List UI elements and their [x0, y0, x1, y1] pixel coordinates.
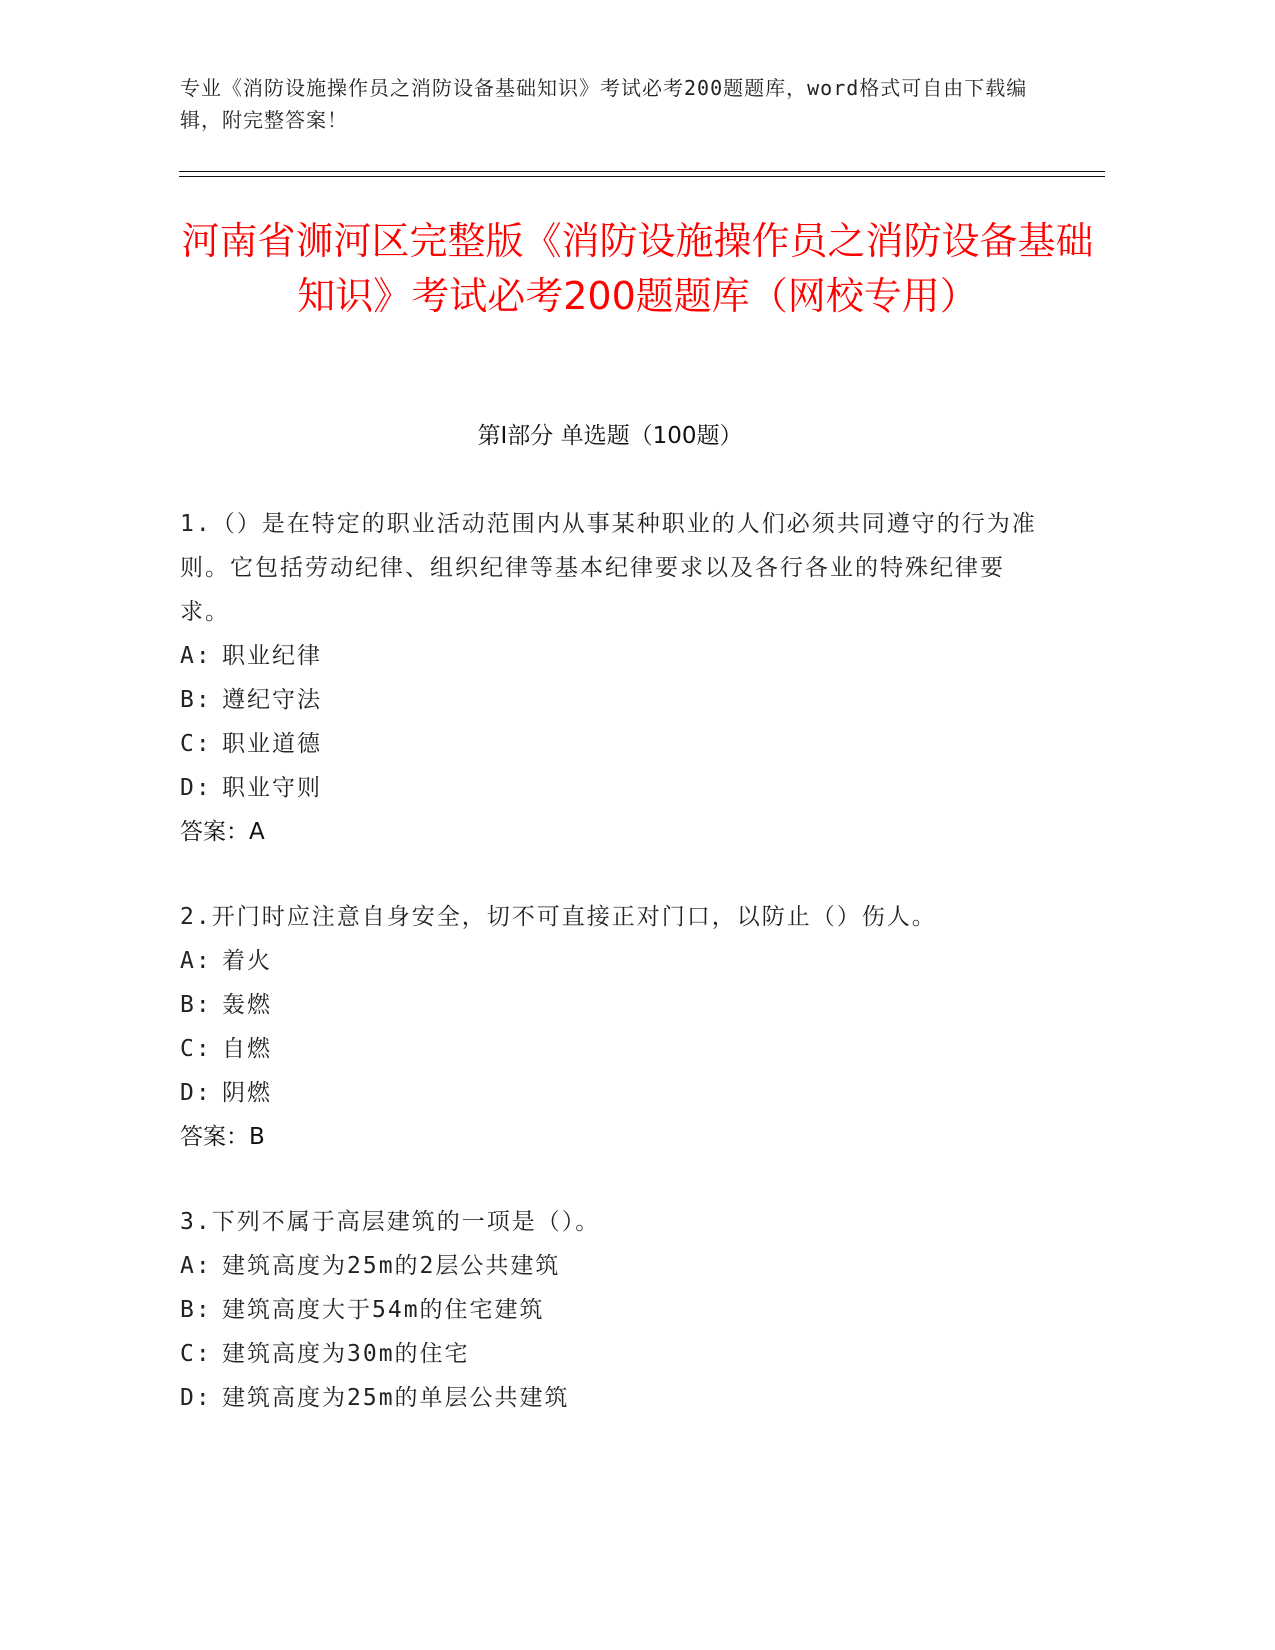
option-letter: D:	[180, 1385, 212, 1411]
option-letter: A:	[180, 643, 212, 669]
option-letter: C:	[180, 731, 212, 757]
option-b	[180, 1288, 1040, 1332]
option-letter: B:	[180, 992, 212, 1018]
header-rule-top	[179, 171, 1105, 172]
option-a	[180, 939, 1040, 983]
header-note: 专业《消防设施操作员之消防设备基础知识》考试必考200题题库，word格式可自由下载编辑，附完整答案！	[180, 76, 1028, 132]
option-text: 建筑高度为25m的单层公共建筑	[222, 1385, 570, 1411]
option-a	[180, 634, 1040, 678]
answer-line: 答案：A	[180, 819, 265, 845]
option-c	[180, 1332, 1040, 1376]
option-text: 建筑高度大于54m的住宅建筑	[222, 1297, 545, 1323]
option-text: 轰燃	[222, 992, 272, 1018]
option-letter: A:	[180, 948, 212, 974]
question-text: 2.开门时应注意自身安全，切不可直接正对门口，以防止（）伤人。	[180, 904, 937, 930]
option-letter: D:	[180, 775, 212, 801]
option-text: 建筑高度为25m的2层公共建筑	[222, 1253, 561, 1279]
option-d	[180, 1071, 1040, 1115]
option-letter: C:	[180, 1036, 212, 1062]
option-c	[180, 1027, 1040, 1071]
question-text: 3.下列不属于高层建筑的一项是（）。	[180, 1209, 601, 1235]
question-3	[180, 1200, 1040, 1420]
option-text: 阴燃	[222, 1080, 272, 1106]
option-d	[180, 766, 1040, 810]
option-b	[180, 678, 1040, 722]
question-text: 1.（）是在特定的职业活动范围内从事某种职业的人们必须共同遵守的行为准则。它包括劳动纪律、组织纪律等基本纪律要求以及各行各业的特殊纪律要求。	[180, 511, 1037, 625]
question-2	[180, 895, 1040, 1159]
option-letter: A:	[180, 1253, 212, 1279]
option-letter: B:	[180, 687, 212, 713]
option-text: 自燃	[222, 1036, 272, 1062]
option-text: 职业守则	[222, 775, 322, 801]
option-letter: D:	[180, 1080, 212, 1106]
question-1	[180, 502, 1040, 854]
option-letter: C:	[180, 1341, 212, 1367]
option-b	[180, 983, 1040, 1027]
option-text: 职业纪律	[222, 643, 322, 669]
section-title: 第Ⅰ部分 单选题（100题）	[477, 423, 743, 449]
option-c	[180, 722, 1040, 766]
option-a	[180, 1244, 1040, 1288]
document-title: 河南省浉河区完整版《消防设施操作员之消防设备基础知识》考试必考200题题库（网校专用）	[181, 219, 1094, 318]
option-text: 着火	[222, 948, 272, 974]
option-text: 遵纪守法	[222, 687, 322, 713]
answer-line: 答案：B	[180, 1124, 265, 1150]
option-text: 建筑高度为30m的住宅	[222, 1341, 470, 1367]
option-letter: B:	[180, 1297, 212, 1323]
header-rule-bottom	[179, 176, 1105, 177]
option-d	[180, 1376, 1040, 1420]
option-text: 职业道德	[222, 731, 322, 757]
